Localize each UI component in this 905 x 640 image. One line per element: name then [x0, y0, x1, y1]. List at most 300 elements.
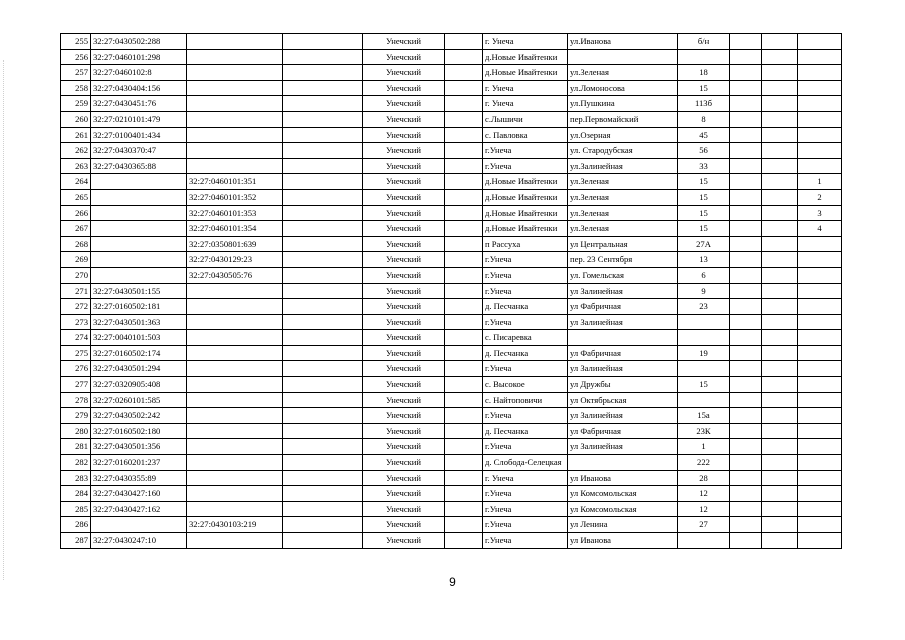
- district-cell: Унечский: [363, 80, 445, 96]
- empty-cell: [283, 143, 363, 159]
- cadastral-number-2-cell: [187, 34, 283, 50]
- empty-cell: [445, 267, 483, 283]
- cadastral-number-2-cell: [187, 65, 283, 81]
- cadastral-number-2-cell: 32:27:0430129:23: [187, 252, 283, 268]
- street-cell: ул.Зеленая: [568, 221, 678, 237]
- apartment-number-cell: [798, 330, 842, 346]
- empty-cell: [762, 267, 798, 283]
- street-cell: ул Иванова: [568, 470, 678, 486]
- house-number-cell: [678, 314, 730, 330]
- locality-cell: д. Песчанка: [483, 299, 568, 315]
- cadastral-number-2-cell: 32:27:0460101:353: [187, 205, 283, 221]
- cadastral-number-2-cell: [187, 501, 283, 517]
- scan-margin-marks: [3, 60, 6, 580]
- empty-cell: [445, 174, 483, 190]
- table-row: [61, 189, 842, 205]
- empty-cell: [762, 455, 798, 471]
- house-number-cell: 18: [678, 65, 730, 81]
- empty-cell: [730, 143, 762, 159]
- district-cell: Унечский: [363, 377, 445, 393]
- locality-cell: д. Слобода-Селецкая: [483, 455, 568, 471]
- row-number-cell: 286: [61, 517, 91, 533]
- apartment-number-cell: 4: [798, 221, 842, 237]
- empty-cell: [730, 330, 762, 346]
- empty-cell: [762, 174, 798, 190]
- table-body: [61, 34, 842, 549]
- cadastral-number-2-cell: [187, 158, 283, 174]
- empty-cell: [283, 314, 363, 330]
- locality-cell: д.Новые Ивайтенки: [483, 205, 568, 221]
- empty-cell: [730, 252, 762, 268]
- street-cell: ул Залинейная: [568, 314, 678, 330]
- street-cell: ул Фабричная: [568, 423, 678, 439]
- cadastral-number-cell: 32:27:0160502:180: [91, 423, 187, 439]
- empty-cell: [283, 267, 363, 283]
- locality-cell: г. Унеча: [483, 34, 568, 50]
- empty-cell: [283, 345, 363, 361]
- empty-cell: [730, 189, 762, 205]
- empty-cell: [445, 158, 483, 174]
- table-row: [61, 127, 842, 143]
- empty-cell: [445, 205, 483, 221]
- empty-cell: [730, 236, 762, 252]
- house-number-cell: 9: [678, 283, 730, 299]
- locality-cell: г.Унеча: [483, 501, 568, 517]
- district-cell: Унечский: [363, 127, 445, 143]
- cadastral-number-cell: 32:27:0430427:162: [91, 501, 187, 517]
- district-cell: Унечский: [363, 330, 445, 346]
- locality-cell: с. Высокое: [483, 377, 568, 393]
- street-cell: [568, 455, 678, 471]
- street-cell: ул.Зеленая: [568, 174, 678, 190]
- empty-cell: [730, 439, 762, 455]
- row-number-cell: 282: [61, 455, 91, 471]
- cadastral-number-2-cell: [187, 49, 283, 65]
- empty-cell: [762, 486, 798, 502]
- table-row: [61, 423, 842, 439]
- street-cell: ул Залинейная: [568, 361, 678, 377]
- row-number-cell: 279: [61, 408, 91, 424]
- apartment-number-cell: [798, 392, 842, 408]
- district-cell: Унечский: [363, 221, 445, 237]
- locality-cell: г.Унеча: [483, 267, 568, 283]
- empty-cell: [283, 252, 363, 268]
- empty-cell: [730, 283, 762, 299]
- district-cell: Унечский: [363, 111, 445, 127]
- street-cell: ул.Озерная: [568, 127, 678, 143]
- empty-cell: [283, 80, 363, 96]
- locality-cell: г.Унеча: [483, 143, 568, 159]
- empty-cell: [762, 49, 798, 65]
- cadastral-number-cell: [91, 517, 187, 533]
- empty-cell: [283, 49, 363, 65]
- cadastral-number-2-cell: [187, 455, 283, 471]
- locality-cell: г.Унеча: [483, 158, 568, 174]
- empty-cell: [283, 236, 363, 252]
- empty-cell: [445, 377, 483, 393]
- street-cell: ул. Стародубская: [568, 143, 678, 159]
- empty-cell: [445, 221, 483, 237]
- empty-cell: [762, 65, 798, 81]
- cadastral-number-2-cell: [187, 470, 283, 486]
- house-number-cell: 15: [678, 221, 730, 237]
- empty-cell: [762, 345, 798, 361]
- empty-cell: [445, 439, 483, 455]
- locality-cell: д. Песчанка: [483, 423, 568, 439]
- locality-cell: г. Унеча: [483, 96, 568, 112]
- apartment-number-cell: [798, 345, 842, 361]
- district-cell: Унечский: [363, 49, 445, 65]
- apartment-number-cell: [798, 96, 842, 112]
- street-cell: [568, 49, 678, 65]
- house-number-cell: 15: [678, 377, 730, 393]
- empty-cell: [762, 34, 798, 50]
- table-row: [61, 299, 842, 315]
- empty-cell: [283, 221, 363, 237]
- street-cell: ул Залинейная: [568, 408, 678, 424]
- row-number-cell: 276: [61, 361, 91, 377]
- cadastral-number-2-cell: [187, 299, 283, 315]
- locality-cell: г.Унеча: [483, 486, 568, 502]
- street-cell: [568, 330, 678, 346]
- empty-cell: [283, 408, 363, 424]
- house-number-cell: [678, 392, 730, 408]
- row-number-cell: 257: [61, 65, 91, 81]
- empty-cell: [445, 423, 483, 439]
- empty-cell: [445, 361, 483, 377]
- district-cell: Унечский: [363, 501, 445, 517]
- empty-cell: [762, 408, 798, 424]
- locality-cell: д.Новые Ивайтенки: [483, 174, 568, 190]
- empty-cell: [762, 533, 798, 549]
- cadastral-number-2-cell: [187, 80, 283, 96]
- table-row: [61, 486, 842, 502]
- cadastral-number-cell: 32:27:0260101:585: [91, 392, 187, 408]
- locality-cell: г.Унеча: [483, 314, 568, 330]
- street-cell: пер.Первомайский: [568, 111, 678, 127]
- empty-cell: [762, 221, 798, 237]
- district-cell: Унечский: [363, 423, 445, 439]
- table-row: [61, 361, 842, 377]
- cadastral-number-cell: 32:27:0430501:294: [91, 361, 187, 377]
- cadastral-number-cell: [91, 174, 187, 190]
- district-cell: Унечский: [363, 314, 445, 330]
- table-row: [61, 158, 842, 174]
- cadastral-number-cell: 32:27:0430502:288: [91, 34, 187, 50]
- district-cell: Унечский: [363, 392, 445, 408]
- row-number-cell: 277: [61, 377, 91, 393]
- cadastral-number-cell: 32:27:0160502:174: [91, 345, 187, 361]
- apartment-number-cell: [798, 361, 842, 377]
- empty-cell: [730, 392, 762, 408]
- cadastral-number-cell: [91, 189, 187, 205]
- apartment-number-cell: [798, 252, 842, 268]
- district-cell: Унечский: [363, 486, 445, 502]
- cadastral-number-cell: [91, 252, 187, 268]
- row-number-cell: 260: [61, 111, 91, 127]
- cadastral-number-2-cell: [187, 392, 283, 408]
- table-row: [61, 517, 842, 533]
- empty-cell: [283, 174, 363, 190]
- district-cell: Унечский: [363, 470, 445, 486]
- empty-cell: [283, 96, 363, 112]
- empty-cell: [730, 361, 762, 377]
- apartment-number-cell: [798, 111, 842, 127]
- cadastral-number-cell: 32:27:0320905:408: [91, 377, 187, 393]
- cadastral-number-2-cell: [187, 330, 283, 346]
- empty-cell: [445, 65, 483, 81]
- empty-cell: [762, 143, 798, 159]
- house-number-cell: [678, 330, 730, 346]
- empty-cell: [445, 127, 483, 143]
- locality-cell: г.Унеча: [483, 252, 568, 268]
- empty-cell: [445, 314, 483, 330]
- house-number-cell: 15а: [678, 408, 730, 424]
- empty-cell: [283, 439, 363, 455]
- apartment-number-cell: [798, 65, 842, 81]
- empty-cell: [445, 392, 483, 408]
- empty-cell: [762, 80, 798, 96]
- empty-cell: [445, 143, 483, 159]
- district-cell: Унечский: [363, 267, 445, 283]
- apartment-number-cell: [798, 455, 842, 471]
- cadastral-number-cell: 32:27:0430501:363: [91, 314, 187, 330]
- cadastral-number-cell: 32:27:0460101:298: [91, 49, 187, 65]
- street-cell: ул.Залинейная: [568, 158, 678, 174]
- empty-cell: [762, 252, 798, 268]
- cadastral-number-cell: 32:27:0100401:434: [91, 127, 187, 143]
- table-row: [61, 439, 842, 455]
- apartment-number-cell: [798, 517, 842, 533]
- row-number-cell: 267: [61, 221, 91, 237]
- district-cell: Унечский: [363, 455, 445, 471]
- locality-cell: д.Новые Ивайтенки: [483, 221, 568, 237]
- cadastral-number-2-cell: [187, 377, 283, 393]
- apartment-number-cell: [798, 408, 842, 424]
- empty-cell: [445, 501, 483, 517]
- district-cell: Унечский: [363, 283, 445, 299]
- locality-cell: д.Новые Ивайтенки: [483, 189, 568, 205]
- house-number-cell: 15: [678, 189, 730, 205]
- cadastral-number-cell: 32:27:0430370:47: [91, 143, 187, 159]
- cadastral-number-2-cell: 32:27:0460101:352: [187, 189, 283, 205]
- cadastral-number-cell: 32:27:0430502:242: [91, 408, 187, 424]
- empty-cell: [730, 423, 762, 439]
- row-number-cell: 266: [61, 205, 91, 221]
- locality-cell: г.Унеча: [483, 361, 568, 377]
- district-cell: Унечский: [363, 517, 445, 533]
- table-row: [61, 314, 842, 330]
- table-row: [61, 34, 842, 50]
- locality-cell: г. Унеча: [483, 470, 568, 486]
- empty-cell: [762, 205, 798, 221]
- cadastral-number-2-cell: 32:27:0430103:219: [187, 517, 283, 533]
- cadastral-number-2-cell: [187, 423, 283, 439]
- locality-cell: с. Павловка: [483, 127, 568, 143]
- street-cell: ул Ленина: [568, 517, 678, 533]
- district-cell: Унечский: [363, 345, 445, 361]
- table-row: [61, 221, 842, 237]
- cadastral-number-cell: 32:27:0160201:237: [91, 455, 187, 471]
- empty-cell: [445, 455, 483, 471]
- locality-cell: г.Унеча: [483, 439, 568, 455]
- cadastral-number-2-cell: [187, 127, 283, 143]
- empty-cell: [445, 470, 483, 486]
- table-row: [61, 205, 842, 221]
- cadastral-number-2-cell: [187, 143, 283, 159]
- empty-cell: [283, 65, 363, 81]
- empty-cell: [445, 486, 483, 502]
- cadastral-number-cell: 32:27:0160502:181: [91, 299, 187, 315]
- house-number-cell: 222: [678, 455, 730, 471]
- table-row: [61, 470, 842, 486]
- apartment-number-cell: [798, 486, 842, 502]
- cadastral-number-2-cell: [187, 439, 283, 455]
- table-row: [61, 267, 842, 283]
- cadastral-number-2-cell: [187, 96, 283, 112]
- table-row: [61, 345, 842, 361]
- house-number-cell: 13: [678, 252, 730, 268]
- empty-cell: [762, 189, 798, 205]
- cadastral-number-cell: 32:27:0430404:156: [91, 80, 187, 96]
- apartment-number-cell: 2: [798, 189, 842, 205]
- street-cell: ул Дружбы: [568, 377, 678, 393]
- house-number-cell: 12: [678, 486, 730, 502]
- house-number-cell: 15: [678, 205, 730, 221]
- empty-cell: [283, 299, 363, 315]
- table-row: [61, 377, 842, 393]
- row-number-cell: 272: [61, 299, 91, 315]
- empty-cell: [445, 533, 483, 549]
- district-cell: Унечский: [363, 205, 445, 221]
- locality-cell: с.Лышичи: [483, 111, 568, 127]
- empty-cell: [283, 283, 363, 299]
- empty-cell: [762, 314, 798, 330]
- cadastral-number-cell: 32:27:0210101:479: [91, 111, 187, 127]
- house-number-cell: 28: [678, 470, 730, 486]
- table-row: [61, 408, 842, 424]
- row-number-cell: 280: [61, 423, 91, 439]
- empty-cell: [762, 439, 798, 455]
- street-cell: ул Иванова: [568, 533, 678, 549]
- table-row: [61, 533, 842, 549]
- house-number-cell: 23: [678, 299, 730, 315]
- row-number-cell: 271: [61, 283, 91, 299]
- district-cell: Унечский: [363, 143, 445, 159]
- row-number-cell: 262: [61, 143, 91, 159]
- row-number-cell: 258: [61, 80, 91, 96]
- empty-cell: [730, 486, 762, 502]
- apartment-number-cell: [798, 127, 842, 143]
- street-cell: ул.Зеленая: [568, 65, 678, 81]
- empty-cell: [730, 377, 762, 393]
- house-number-cell: 27: [678, 517, 730, 533]
- row-number-cell: 256: [61, 49, 91, 65]
- district-cell: Унечский: [363, 96, 445, 112]
- table-row: [61, 80, 842, 96]
- empty-cell: [283, 486, 363, 502]
- district-cell: Унечский: [363, 236, 445, 252]
- apartment-number-cell: [798, 143, 842, 159]
- row-number-cell: 268: [61, 236, 91, 252]
- row-number-cell: 269: [61, 252, 91, 268]
- street-cell: ул.Пушкина: [568, 96, 678, 112]
- table-row: [61, 455, 842, 471]
- table-row: [61, 65, 842, 81]
- empty-cell: [283, 111, 363, 127]
- empty-cell: [762, 361, 798, 377]
- house-number-cell: 1: [678, 439, 730, 455]
- empty-cell: [445, 517, 483, 533]
- house-number-cell: 45: [678, 127, 730, 143]
- empty-cell: [445, 49, 483, 65]
- empty-cell: [762, 377, 798, 393]
- empty-cell: [283, 501, 363, 517]
- locality-cell: г. Унеча: [483, 80, 568, 96]
- house-number-cell: 23К: [678, 423, 730, 439]
- table-row: [61, 392, 842, 408]
- apartment-number-cell: [798, 470, 842, 486]
- street-cell: пер. 23 Сентября: [568, 252, 678, 268]
- house-number-cell: 19: [678, 345, 730, 361]
- empty-cell: [445, 111, 483, 127]
- cadastral-number-cell: 32:27:0430501:155: [91, 283, 187, 299]
- locality-cell: г.Унеча: [483, 517, 568, 533]
- empty-cell: [445, 408, 483, 424]
- apartment-number-cell: [798, 34, 842, 50]
- row-number-cell: 273: [61, 314, 91, 330]
- cadastral-number-cell: [91, 221, 187, 237]
- empty-cell: [730, 80, 762, 96]
- street-cell: ул Октябрьская: [568, 392, 678, 408]
- empty-cell: [730, 408, 762, 424]
- table-row: [61, 174, 842, 190]
- property-table: [60, 33, 842, 549]
- cadastral-number-2-cell: [187, 408, 283, 424]
- empty-cell: [283, 361, 363, 377]
- empty-cell: [762, 330, 798, 346]
- empty-cell: [762, 127, 798, 143]
- empty-cell: [730, 470, 762, 486]
- house-number-cell: 15: [678, 174, 730, 190]
- cadastral-number-2-cell: 32:27:0430505:76: [187, 267, 283, 283]
- empty-cell: [283, 517, 363, 533]
- empty-cell: [283, 423, 363, 439]
- locality-cell: д. Песчанка: [483, 345, 568, 361]
- cadastral-number-2-cell: 32:27:0460101:354: [187, 221, 283, 237]
- table-row: [61, 143, 842, 159]
- row-number-cell: 261: [61, 127, 91, 143]
- cadastral-number-2-cell: 32:27:0460101:351: [187, 174, 283, 190]
- row-number-cell: 284: [61, 486, 91, 502]
- cadastral-number-2-cell: [187, 345, 283, 361]
- table-row: [61, 330, 842, 346]
- empty-cell: [762, 283, 798, 299]
- empty-cell: [730, 299, 762, 315]
- cadastral-number-cell: [91, 267, 187, 283]
- house-number-cell: [678, 49, 730, 65]
- street-cell: ул. Гомельская: [568, 267, 678, 283]
- empty-cell: [730, 174, 762, 190]
- empty-cell: [445, 283, 483, 299]
- cadastral-number-cell: [91, 236, 187, 252]
- empty-cell: [730, 517, 762, 533]
- empty-cell: [283, 455, 363, 471]
- row-number-cell: 283: [61, 470, 91, 486]
- apartment-number-cell: [798, 439, 842, 455]
- district-cell: Унечский: [363, 408, 445, 424]
- table-row: [61, 252, 842, 268]
